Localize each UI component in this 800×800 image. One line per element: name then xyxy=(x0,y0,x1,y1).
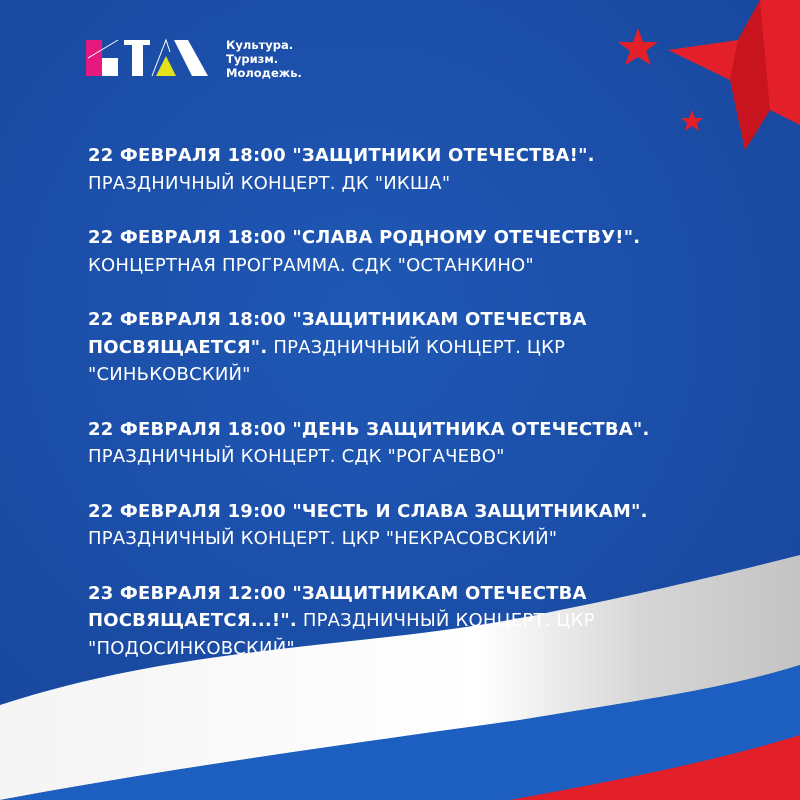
event-desc: КОНЦЕРТНАЯ ПРОГРАММА. СДК "ОСТАНКИНО" xyxy=(88,254,534,276)
event-item xyxy=(88,224,768,279)
tagline-culture: Культура. xyxy=(226,38,294,52)
event-title: 22 ФЕВРАЛЯ 18:00 "ЗАЩИТНИКИ ОТЕЧЕСТВА!". xyxy=(88,145,595,166)
tagline-tourism: Туризм. xyxy=(226,52,279,66)
event-item xyxy=(88,142,768,197)
event-item xyxy=(88,306,648,389)
event-desc: ПРАЗДНИЧНЫЙ КОНЦЕРТ. СДК "РОГАЧЕВО" xyxy=(88,446,505,467)
event-title: 22 ФЕВРАЛЯ 19:00 "ЧЕСТЬ И СЛАВА ЗАЩИТНИКАМ". xyxy=(88,500,648,522)
logo-tagline xyxy=(226,38,302,80)
event-desc: ПРАЗДНИЧНЫЙ КОНЦЕРТ. ЦКР "НЕКРАСОВСКИЙ" xyxy=(88,528,558,549)
event-desc: ПРАЗДНИЧНЫЙ КОНЦЕРТ. ДК "ИКША" xyxy=(88,172,451,194)
event-title: 22 ФЕВРАЛЯ 18:00 "СЛАВА РОДНОМУ ОТЕЧЕСТВУ!". xyxy=(88,227,641,248)
event-title: 22 ФЕВРАЛЯ 18:00 "ДЕНЬ ЗАЩИТНИКА ОТЕЧЕСТВА". xyxy=(88,418,650,440)
event-list xyxy=(88,142,768,689)
event-desc: ПРАЗДНИЧНЫЙ КОНЦЕРТ. ЦКР "СИНЬКОВСКИЙ" xyxy=(88,336,566,385)
event-desc: ПРАЗДНИЧНЫЙ КОНЦЕРТ. ЦКР "ПОДОСИНКОВСКИЙ" xyxy=(88,610,595,659)
event-item xyxy=(88,498,768,553)
tagline-youth: Молодежь. xyxy=(226,66,302,80)
logo xyxy=(86,36,226,80)
event-item xyxy=(88,580,648,663)
event-title: 23 ФЕВРАЛЯ 12:00 "ЗАЩИТНИКАМ ОТЕЧЕСТВА ПОСВЯЩАЕТСЯ...!". xyxy=(88,582,587,631)
event-item xyxy=(88,416,768,471)
event-title: 22 ФЕВРАЛЯ 18:00 "ЗАЩИТНИКАМ ОТЕЧЕСТВА ПОСВЯЩАЕТСЯ". xyxy=(88,309,587,358)
